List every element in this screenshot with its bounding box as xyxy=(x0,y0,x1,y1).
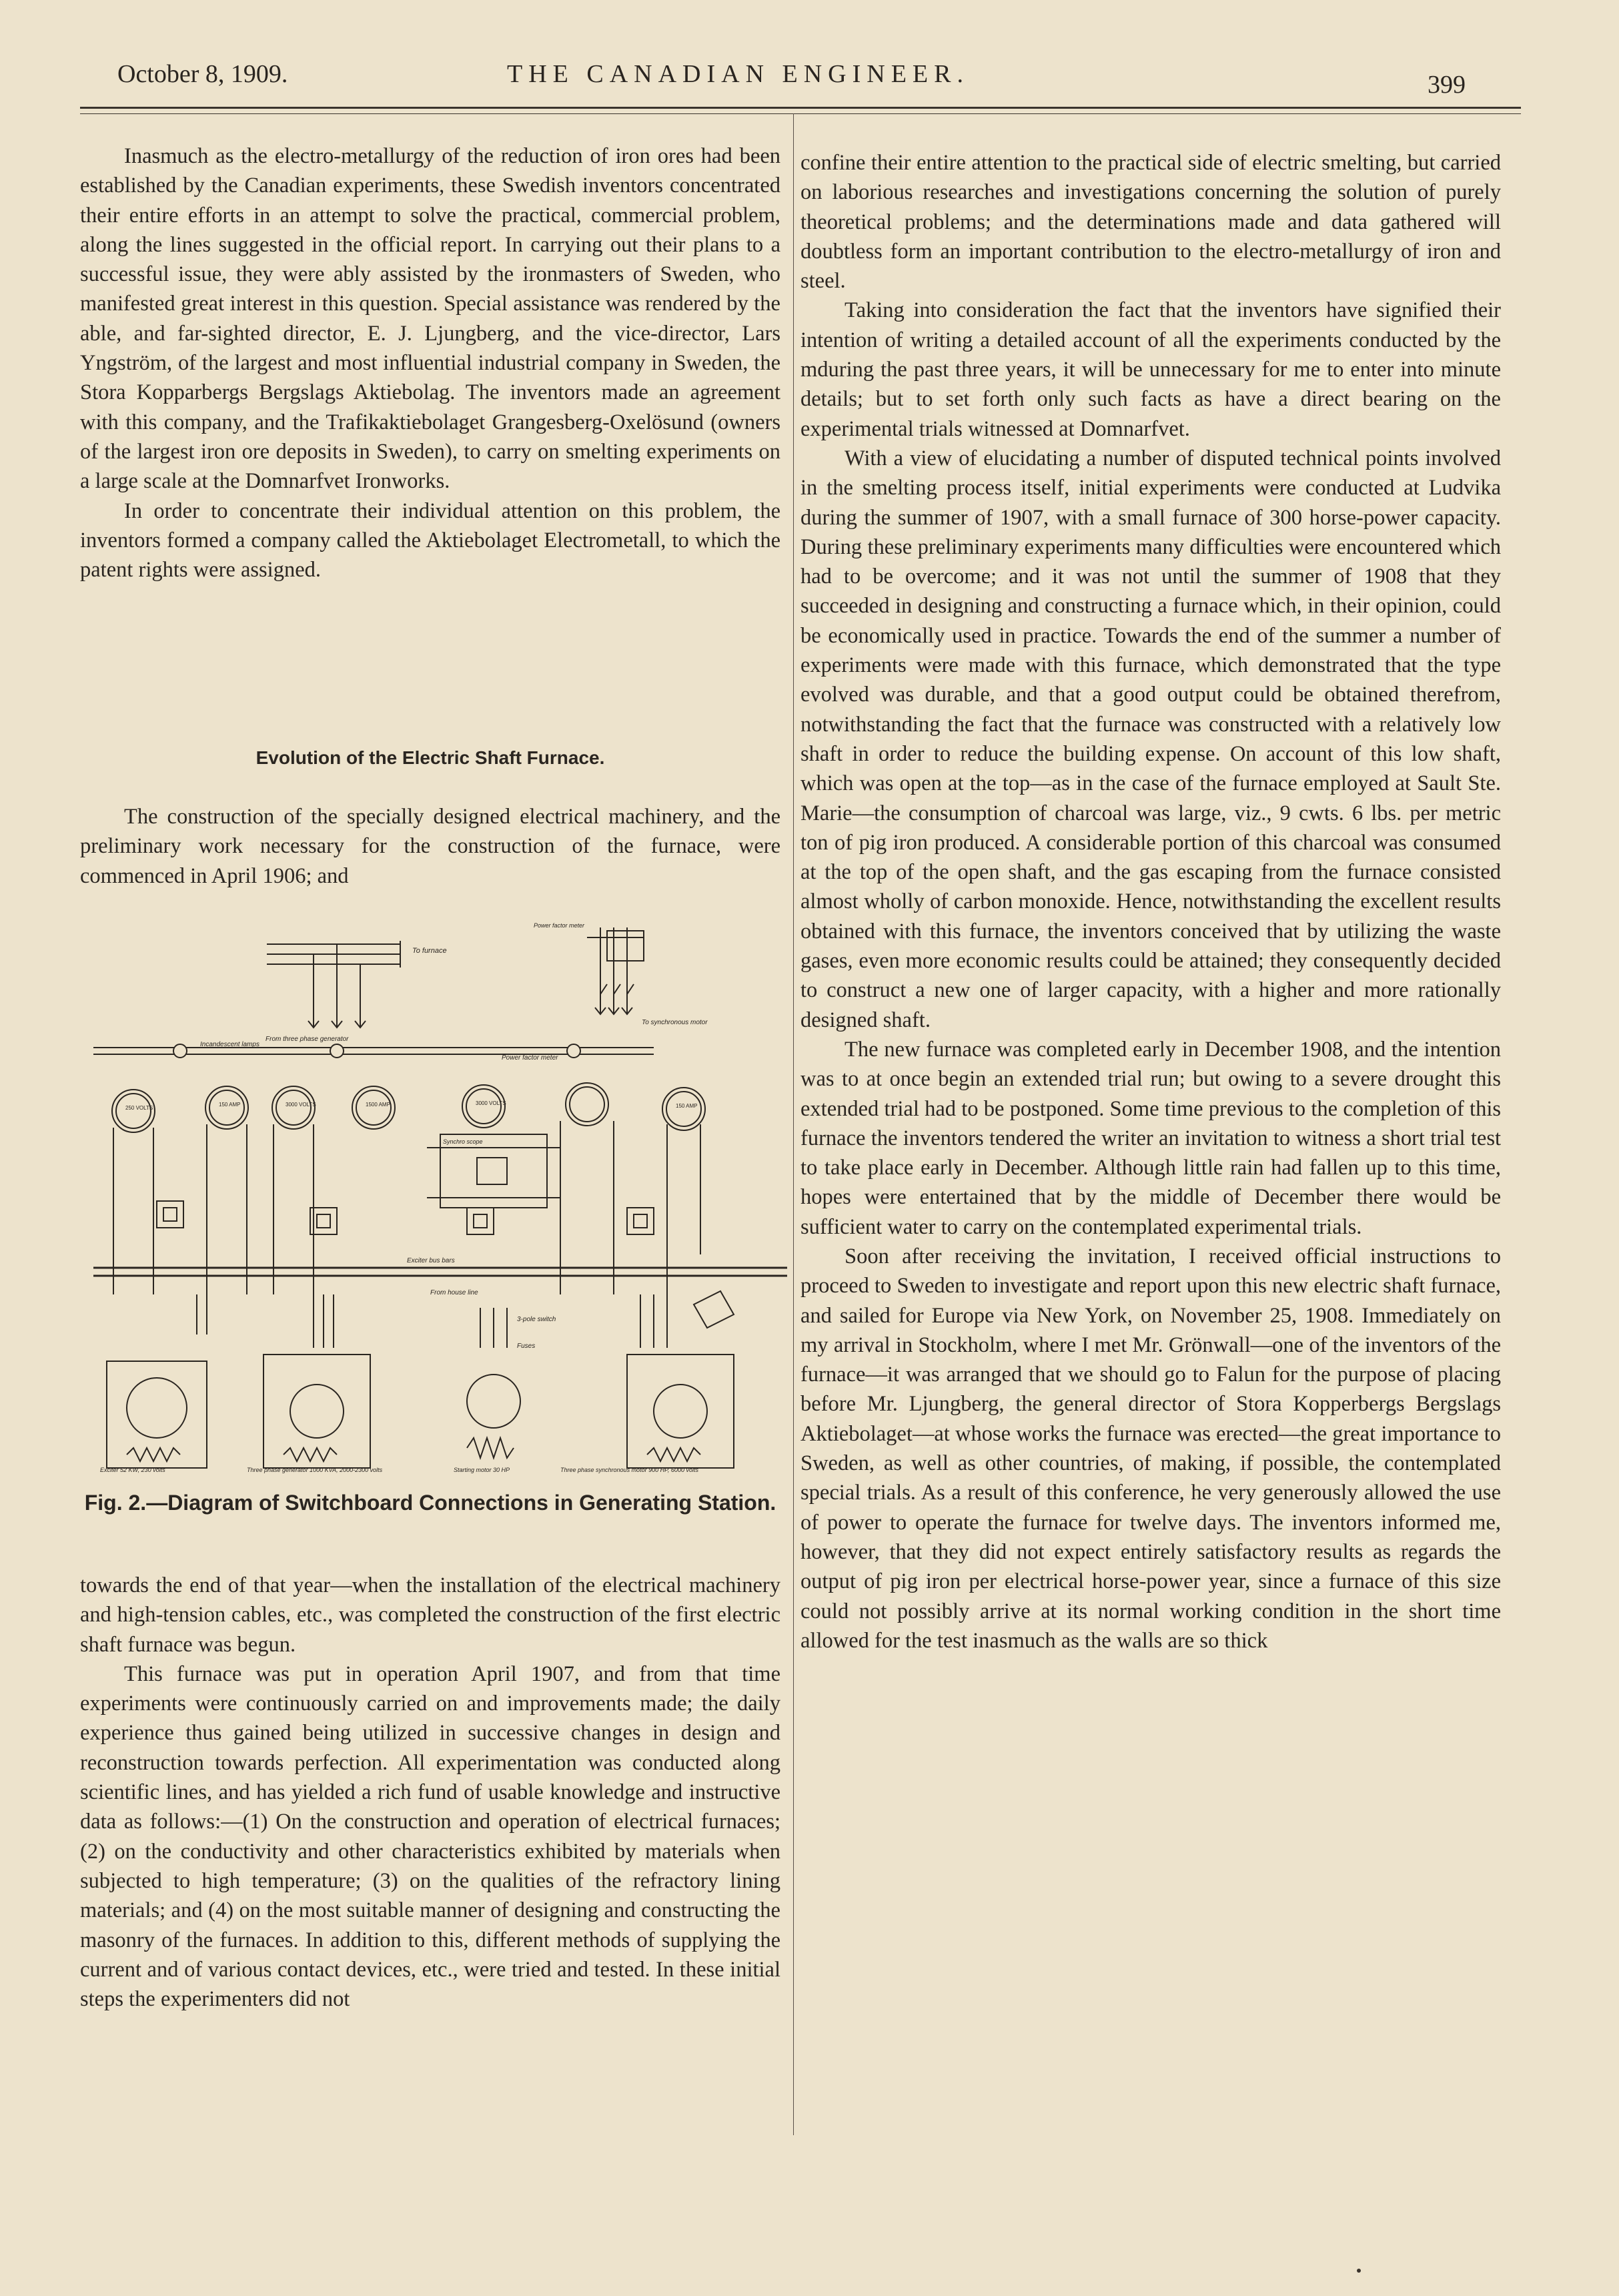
label-synchroscope: Synchro scope xyxy=(443,1138,483,1145)
paragraph: This furnace was put in operation April 1907, and from that time experiments were continuously carried on and improvements made; the daily experience thus gained being utilized in successive changes in design and reconstruction towards perfection. All experimentation was conducted along scientific lines, and has yielded a rich fund of usable knowledge and instructive data as follows:—(1) On the construction and operation of electrical furnaces; (2) on the conductivity and other characteristics exhibited by materials when subjected to high temperature; (3) on the qualities of the refractory lining materials; and (4) on the most suitable manner of designing and constructing the masonry of the furnaces. In addition to this, different methods of supplying the current and of various contact devices, etc., were tried and tested. In these initial steps the experimenters did not xyxy=(80,1661,780,2012)
meter-label: 3000 VOLTS xyxy=(286,1102,316,1108)
figure-caption: Fig. 2.—Diagram of Switchboard Connections in Generating Station. xyxy=(84,1491,776,1515)
meter-row xyxy=(112,1083,705,1132)
machine-boxes xyxy=(107,1355,734,1468)
meter-label: 1500 AMP xyxy=(366,1102,390,1108)
label-three-phase-generator: Three phase generator 1000 KVA, 2000-2300 volts xyxy=(247,1467,383,1473)
label-starting-motor: Starting motor 30 HP xyxy=(454,1467,510,1473)
label-exciter: Exciter 52 KW, 230 volts xyxy=(100,1467,165,1473)
left-column-bottom xyxy=(80,1571,780,2014)
column-divider xyxy=(793,113,794,2135)
label-fuses: Fuses xyxy=(517,1343,536,1350)
meter-label: 3000 VOLTS xyxy=(476,1100,506,1106)
label-incandescent-lamps: Incandescent lamps xyxy=(200,1041,259,1048)
header-date: October 8, 1909. xyxy=(117,60,288,88)
label-from-house-line: From house line xyxy=(430,1289,478,1296)
header-rule-thick xyxy=(80,107,1521,109)
generator-feed-lines xyxy=(267,941,400,1028)
switchboard-diagram xyxy=(93,921,787,1475)
section-heading: Evolution of the Electric Shaft Furnace. xyxy=(255,747,605,768)
meter-label: 250 VOLTS xyxy=(125,1105,153,1111)
label-synchronous-motor: Three phase synchronous motor 900 HP, 6000 volts xyxy=(560,1467,698,1473)
synchronous-switch xyxy=(587,927,644,1014)
paragraph: The construction of the specially designed electrical machinery, and the preliminary work necessary for the construction of the furnace, were commenced in April 1906; and xyxy=(80,805,780,888)
meter-label: 150 AMP xyxy=(676,1103,698,1109)
label-to-furnace: To furnace xyxy=(412,947,447,955)
right-column xyxy=(800,148,1501,1655)
paragraph: Soon after receiving the invitation, I received official instructions to proceed to Sweden to investigate and report upon this new electric shaft furnace, and sailed for Europe via New York, on November 25, 1908. Immediately on my arrival in Stockholm, where I met Mr. Grönwall—one of the inventors of the furnace—it was arranged that we should go to Falun for the purpose of placing before Mr. Ljungberg, the general director of Stora Kopperbergs Bergslags Aktiebolaget—at whose works the furnace was erected—the great importance to Sweden, as well as other countries, of making, if possible, the contemplated special trials. As a result of this conference, he very generously allowed the use of power to operate the furnace for twelve days. The inventors informed me, however, that they did not expect entirely satisfactory results as regards the output of pig iron per electrical horse-power year, since a furnace of this size could not possibly arrive at its normal working condition in the short time allowed for the test inasmuch as the walls are so thick xyxy=(800,1244,1501,1653)
meter-label: 150 AMP xyxy=(219,1102,241,1108)
label-three-pole-switch: 3-pole switch xyxy=(517,1316,556,1323)
paragraph: Taking into consideration the fact that the inventors have signified their intention of writing a detailed account of all the experiments conducted by the mduring the past three years, it will be unnecessary for me to enter into minute details; but to set forth only such facts as have a direct bearing on the experimental trials witnessed at Domnarfvet. xyxy=(800,298,1501,441)
label-power-factor-top: Power factor meter xyxy=(534,922,585,929)
journal-title: THE CANADIAN ENGINEER. xyxy=(507,60,969,88)
left-column-top xyxy=(80,141,780,585)
paragraph: In order to concentrate their individual attention on this problem, the inventors formed a company called the Aktiebolaget Electrometall, to which the patent rights were assigned. xyxy=(80,498,780,583)
left-column-middle xyxy=(80,802,780,891)
label-to-synchronous-motor: To synchronous motor xyxy=(642,1019,708,1026)
header-rule-thin xyxy=(80,113,1521,114)
paragraph: Inasmuch as the electro-metallurgy of the reduction of iron ores had been established by the Canadian experiments, these Swedish inventors concentrated their entire efforts in an attempt to solve the practical, commercial problem, along the lines suggested in the official report. In carrying out their plans to a successful issue, they were ably assisted by the ironmasters of Sweden, who manifested great interest in this question. Special assistance was rendered by the able, and far-sighted director, E. J. Ljungberg, and the vice-director, Lars Yngström, of the largest and most influential industrial company in Sweden, the Stora Kopparbergs Bergslags Aktiebolag. The inventors made an agreement with this company, and the Trafikaktiebolaget Grangesberg-Oxelösund (owners of the largest iron ore deposits in Sweden), to carry on smelting experiments on a large scale at the Domnarfvet Ironworks. xyxy=(80,144,780,494)
label-from-generator: From three phase generator xyxy=(265,1036,349,1043)
paragraph: The new furnace was completed early in December 1908, and the intention was to at once begin an extended trial run; but owing to a severe drought this extended trial had to be postponed. Some time previous to the completion of this furnace the inventors tendered the writer an invitation to witness a short trial test to take place early in December. Although little rain had fallen up to this time, hopes were entertained that by the middle of December there would be sufficient water to carry on the contemplated experimental trials. xyxy=(800,1037,1501,1239)
synchroscope-block xyxy=(427,1134,560,1208)
page-number: 399 xyxy=(1428,71,1466,99)
paragraph: With a view of elucidating a number of disputed technical points involved in the smelting process itself, initial experiments were conducted at Ludvika during the summer of 1907, with a small furnace of 300 horse-power capacity. During these preliminary experiments many difficulties were encountered which had to be overcome; and it was not until the summer of 1908 that they succeeded in designing and constructing a furnace which, in their opinion, could be economically used in practice. Towards the end of the summer a number of experiments were made with this furnace, which demonstrated that the type evolved was durable, and that a good output could be obtained therefrom, notwithstanding the fact that the furnace was constructed with a relatively low shaft in order to reduce the building expense. On account of this low shaft, which was open at the top—as in the case of the furnace employed at Sault Ste. Marie—the consumption of charcoal was large, viz., 9 cwts. 6 lbs. per metric ton of pig iron produced. A considerable portion of this charcoal was consumed at the top of the open shaft, and the gas escaping from the furnace consisted almost wholly of carbon monoxide. Hence, notwithstanding the excellent results obtained with this furnace, the inventors conceived that by utilizing the waste gases, even more economic results could be attained; they consequently decided to construct a new one of larger capacity, with a higher and more rationally designed shaft. xyxy=(800,446,1501,1032)
ink-speck xyxy=(1357,2269,1361,2273)
paragraph: confine their entire attention to the practical side of electric smelting, but carried on laborious researches and investigations concerning the solution of purely theoretical problems; and the determinations made and data gathered will doubtless form an important contribution to the electro-metallurgy of iron and steel. xyxy=(800,151,1501,294)
paragraph: towards the end of that year—when the installation of the electrical machinery and high-tension cables, etc., was completed the construction of the first electric shaft furnace was begun. xyxy=(80,1573,780,1657)
switch-group xyxy=(197,1291,734,1348)
label-power-factor-meter: Power factor meter xyxy=(502,1054,558,1062)
label-exciter-bus-bars: Exciter bus bars xyxy=(407,1257,455,1264)
